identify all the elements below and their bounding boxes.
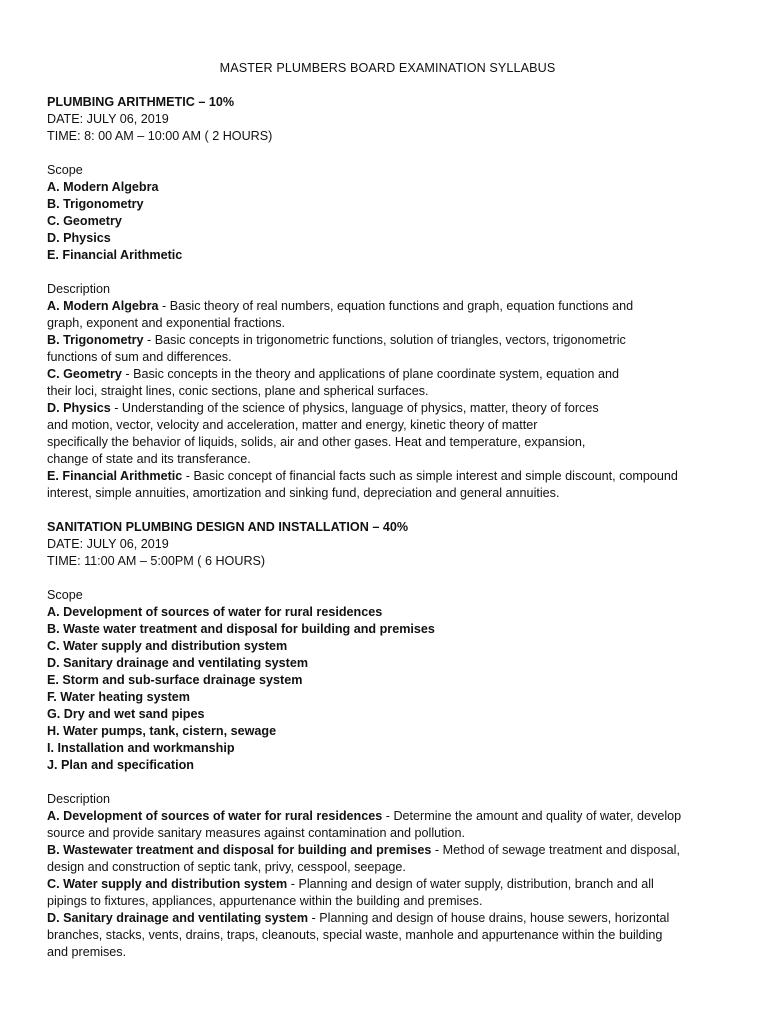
scope-item: J. Plan and specification — [47, 758, 194, 772]
description-text: - Basic concepts in trigonometric functions, solution of triangles, vectors, trigonometric — [143, 333, 626, 347]
description-term: A. Development of sources of water for rural residences — [47, 809, 383, 823]
exam-date: DATE: JULY 06, 2019 — [47, 112, 169, 126]
description-text: - Basic concepts in the theory and applications of plane coordinate system, equation and — [121, 367, 619, 381]
description-term: D. Physics — [47, 401, 111, 415]
description-line — [47, 893, 728, 910]
description-line — [47, 859, 728, 876]
syllabus-sections — [47, 94, 728, 961]
description-line — [47, 485, 728, 502]
description-line — [47, 842, 728, 859]
description-text: change of state and its transferance. — [47, 452, 251, 466]
description-text: - Basic theory of real numbers, equation functions and graph, equation functions and — [158, 299, 634, 313]
description-text: and premises. — [47, 945, 127, 959]
description-line — [47, 927, 728, 944]
description-text: branches, stacks, vents, drains, traps, cleanouts, special waste, manhole and appurtenance within the building — [47, 928, 663, 942]
description-text: specifically the behavior of liquids, solids, air and other gases. Heat and temperature, expansion, — [47, 435, 586, 449]
description-line — [47, 451, 728, 468]
description-line — [47, 876, 728, 893]
description-line — [47, 383, 728, 400]
description-text: - Planning and design of water supply, distribution, branch and all — [287, 877, 654, 891]
scope-item: H. Water pumps, tank, cistern, sewage — [47, 724, 277, 738]
scope-item: I. Installation and workmanship — [47, 741, 235, 755]
description-line — [47, 349, 728, 366]
description-label: Description — [47, 282, 110, 296]
description-line — [47, 910, 728, 927]
description-text: - Understanding of the science of physics, language of physics, matter, theory of forces — [110, 401, 599, 415]
scope-item: A. Development of sources of water for rural residences — [47, 605, 383, 619]
scope-item: B. Trigonometry — [47, 197, 144, 211]
scope-item: G. Dry and wet sand pipes — [47, 707, 205, 721]
description-term: D. Sanitary drainage and ventilating system — [47, 911, 309, 925]
syllabus-section — [47, 502, 728, 961]
description-line — [47, 400, 728, 417]
scope-item: C. Geometry — [47, 214, 122, 228]
exam-time: TIME: 11:00 AM – 5:00PM ( 6 HOURS) — [47, 554, 266, 568]
description-line — [47, 298, 728, 315]
description-text: - Basic concept of financial facts such as simple interest and simple discount, compound — [182, 469, 678, 483]
page-title: MASTER PLUMBERS BOARD EXAMINATION SYLLABUS — [219, 61, 556, 75]
description-text: - Planning and design of house drains, house sewers, horizontal — [308, 911, 670, 925]
description-text: - Method of sewage treatment and disposal, — [431, 843, 680, 857]
spacer — [47, 502, 728, 519]
description-label: Description — [47, 792, 110, 806]
scope-item: C. Water supply and distribution system — [47, 639, 288, 653]
description-line — [47, 944, 728, 961]
description-line — [47, 417, 728, 434]
description-line — [47, 315, 728, 332]
description-line — [47, 434, 728, 451]
description-term: C. Geometry — [47, 367, 122, 381]
section-header: PLUMBING ARITHMETIC – 10% — [47, 95, 235, 109]
description-term: C. Water supply and distribution system — [47, 877, 288, 891]
scope-item: F. Water heating system — [47, 690, 191, 704]
description-term: B. Wastewater treatment and disposal for building and premises — [47, 843, 432, 857]
scope-item: B. Waste water treatment and disposal for building and premises — [47, 622, 435, 636]
description-text: interest, simple annuities, amortization and sinking fund, depreciation and general annuities. — [47, 486, 560, 500]
scope-item: E. Financial Arithmetic — [47, 248, 183, 262]
scope-item: A. Modern Algebra — [47, 180, 159, 194]
scope-item: E. Storm and sub-surface drainage system — [47, 673, 303, 687]
description-text: source and provide sanitary measures against contamination and pollution. — [47, 826, 465, 840]
description-line — [47, 825, 728, 842]
spacer — [47, 264, 728, 281]
description-term: B. Trigonometry — [47, 333, 144, 347]
description-term: E. Financial Arithmetic — [47, 469, 183, 483]
description-text: pipings to fixtures, appliances, appurtenance within the building and premises. — [47, 894, 483, 908]
scope-item: D. Physics — [47, 231, 111, 245]
description-text: functions of sum and differences. — [47, 350, 232, 364]
description-text: their loci, straight lines, conic sections, plane and spherical surfaces. — [47, 384, 429, 398]
exam-time: TIME: 8: 00 AM – 10:00 AM ( 2 HOURS) — [47, 129, 273, 143]
description-text: and motion, vector, velocity and acceleration, matter and energy, kinetic theory of matter — [47, 418, 538, 432]
scope-label: Scope — [47, 588, 83, 602]
spacer — [47, 774, 728, 791]
description-text: design and construction of septic tank, privy, cesspool, seepage. — [47, 860, 406, 874]
scope-item: D. Sanitary drainage and ventilating system — [47, 656, 309, 670]
description-line — [47, 808, 728, 825]
spacer — [47, 145, 728, 162]
scope-label: Scope — [47, 163, 83, 177]
exam-date: DATE: JULY 06, 2019 — [47, 537, 169, 551]
spacer — [47, 570, 728, 587]
section-header: SANITATION PLUMBING DESIGN AND INSTALLATION – 40% — [47, 520, 409, 534]
description-text: graph, exponent and exponential fractions. — [47, 316, 286, 330]
syllabus-section — [47, 94, 728, 502]
description-line — [47, 332, 728, 349]
description-text: - Determine the amount and quality of water, develop — [382, 809, 682, 823]
description-line — [47, 468, 728, 485]
description-term: A. Modern Algebra — [47, 299, 159, 313]
description-line — [47, 366, 728, 383]
